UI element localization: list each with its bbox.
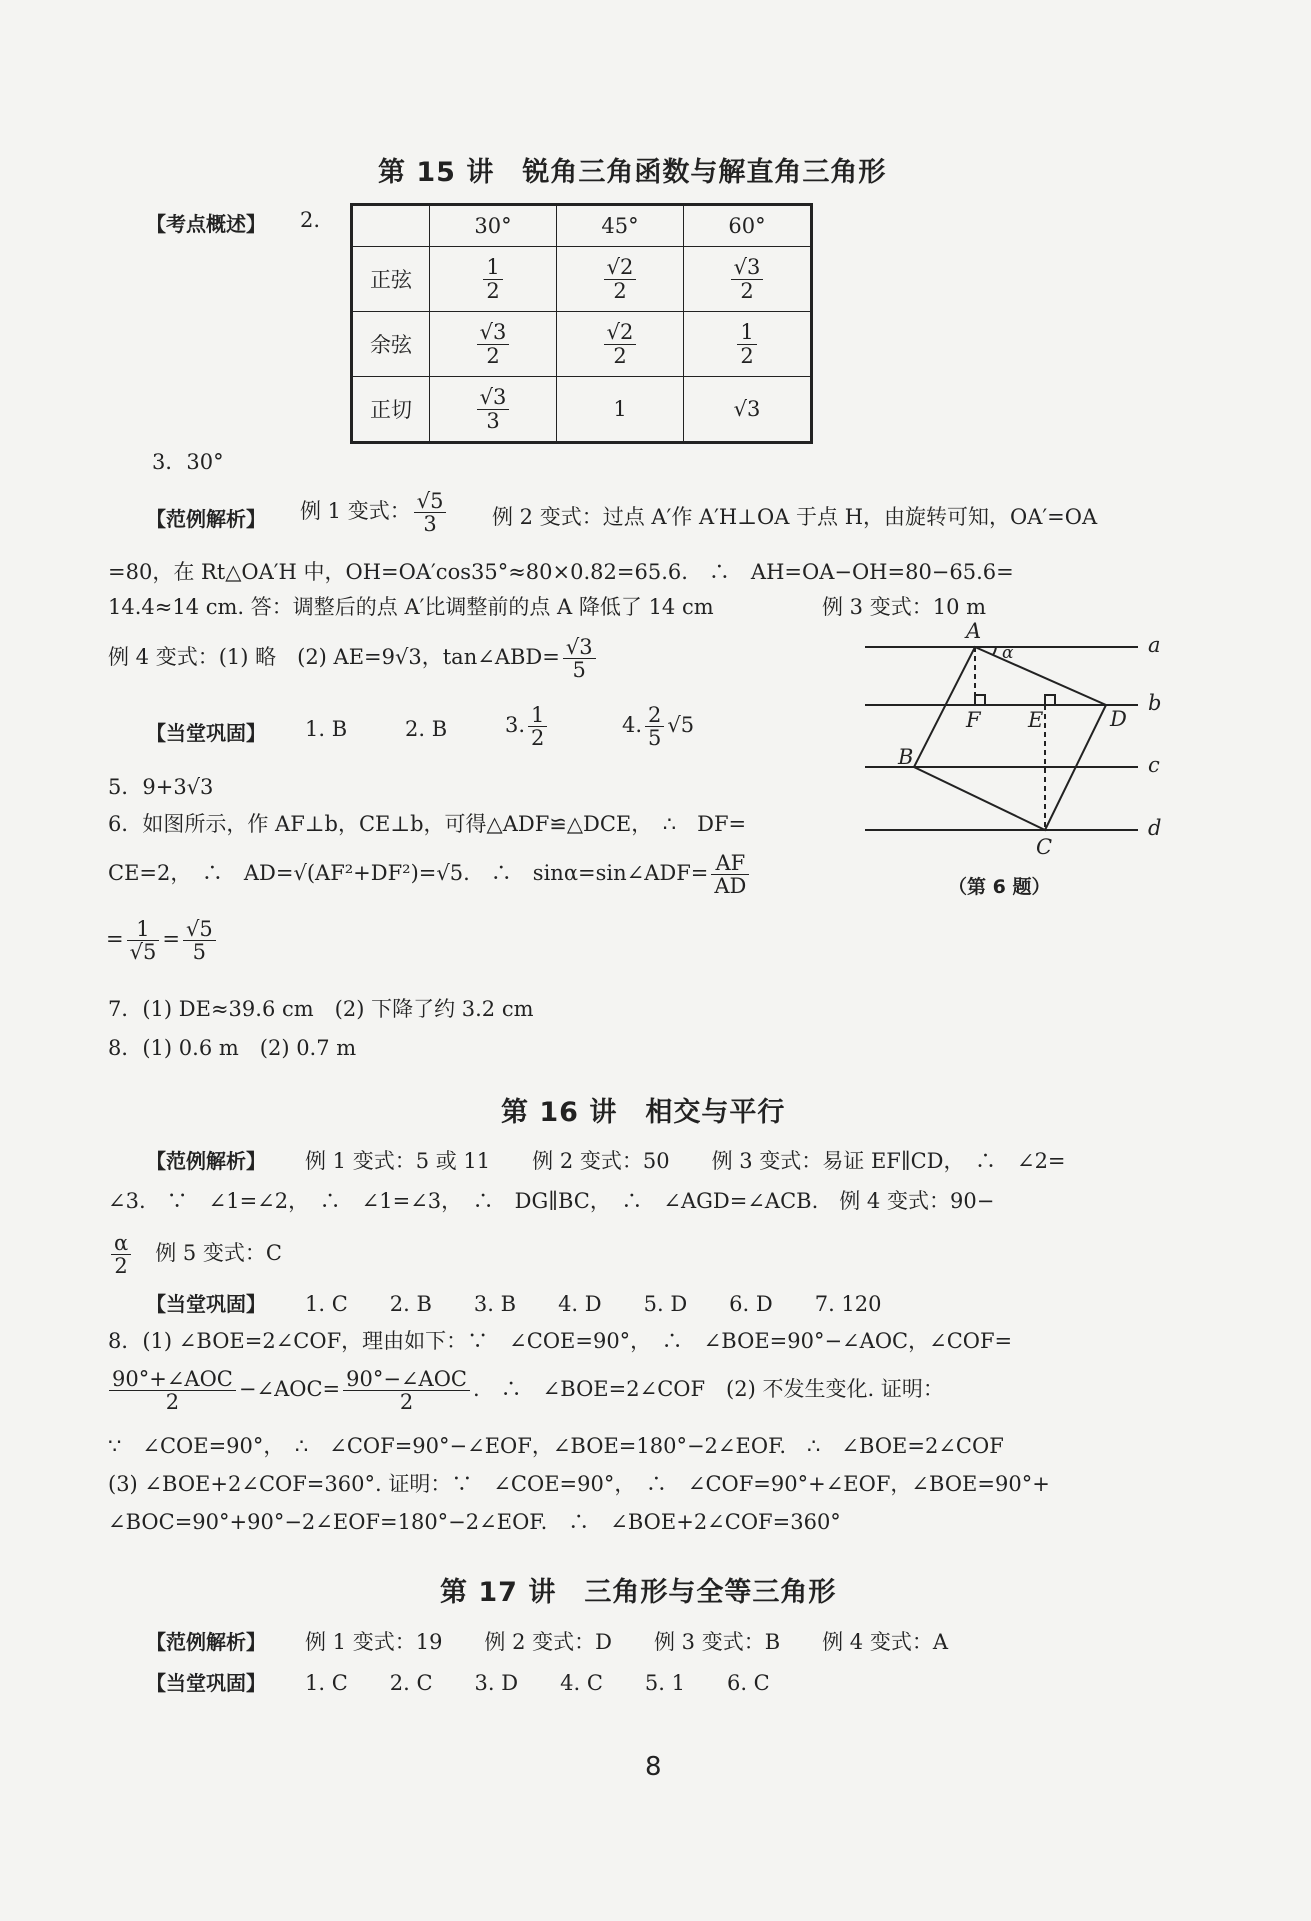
overview-num: 2. [300, 208, 321, 232]
l16-line-1: 例 1 变式：5 或 11 例 2 变式：50 例 3 变式：易证 EF∥CD， ∴ ∠2= [305, 1149, 1066, 1173]
dt15-1: 1. B [305, 717, 348, 741]
item-8: 8．(1) 0.6 m (2) 0.7 m [108, 1036, 357, 1060]
ex1-fraction: $\frac{√5}{3}$ [414, 490, 447, 535]
table-cell: $\frac{1}{2}$ [430, 247, 557, 312]
fanli-tag-16: 【范例解析】 [146, 1149, 266, 1173]
label-alpha: α [1002, 643, 1014, 663]
l16-item8-line-4: (3) ∠BOE+2∠COF=360°. 证明：∵ ∠COE=90°， ∴ ∠COF=90°+∠EOF，∠BOE=90°+ [108, 1472, 1050, 1496]
table-header: 45° [557, 205, 684, 247]
angle-alpha-arc [993, 647, 996, 655]
ex2-line-3: 14.4≈14 cm. 答：调整后的点 A′比调整前的点 A 降低了 14 cm [108, 595, 714, 619]
item-3: 3．30° [152, 450, 224, 474]
table-header: 30° [430, 205, 557, 247]
label-A: A [966, 620, 982, 643]
lecture17-title: 第 17 讲 三角形与全等三角形 [440, 1577, 837, 1608]
table-row-tan [352, 377, 812, 443]
item-6-line-3: = $\frac{1}{√5}$ = $\frac{√5}{5}$ [106, 918, 219, 963]
row-label: 正切 [352, 377, 430, 443]
label-d: d [1148, 816, 1162, 840]
dt15-4: 4. $\frac{2}{5}$ √5 [622, 703, 695, 751]
row-label: 余弦 [352, 312, 430, 377]
table-row-sin [352, 247, 812, 312]
right-angle-f [975, 695, 985, 705]
l16-item8-line-3: ∵ ∠COE=90°， ∴ ∠COF=90°−∠EOF，∠BOE=180°−2∠EOF. ∴ ∠BOE=2∠COF [108, 1434, 1004, 1458]
ex4-variant: 例 4 变式：(1) 略 (2) AE=9√3，tan∠ABD= $\frac{√3}{5}$ [108, 636, 599, 681]
label-F: F [966, 708, 981, 732]
fanli-tag-17: 【范例解析】 [146, 1630, 266, 1654]
ex2-line-1: 例 2 变式：过点 A′作 A′H⊥OA 于点 H，由旋转可知，OA′=OA [492, 505, 1098, 529]
l16-item8-line-5: ∠BOC=90°+90°−2∠EOF=180°−2∠EOF. ∴ ∠BOE+2∠COF=360° [108, 1510, 841, 1534]
l16-dangtang-line: 1. C 2. B 3. B 4. D 5. D 6. D 7. 120 [305, 1292, 882, 1316]
table-header: 60° [684, 205, 812, 247]
dangtang-tag-16: 【当堂巩固】 [146, 1292, 266, 1316]
table-corner-cell [352, 205, 430, 247]
label-E: E [1028, 708, 1044, 732]
table-row-cos [352, 312, 812, 377]
table-cell: $\frac{√3}{3}$ [430, 377, 557, 443]
table-cell: $\frac{√2}{2}$ [557, 312, 684, 377]
table-cell: 1 [557, 377, 684, 443]
item-6-line-2: CE=2， ∴ AD=√(AF²+DF²)=√5. ∴ sinα=sin∠ADF= $\frac{AF}{AD}$ [108, 852, 752, 897]
l16-line-2: ∠3. ∵ ∠1=∠2， ∴ ∠1=∠3， ∴ DG∥BC， ∴ ∠AGD=∠ACB. 例 4 变式：90− [108, 1189, 995, 1213]
item-5: 5．9+3√3 [108, 775, 214, 799]
l17-dangtang-line: 1. C 2. C 3. D 4. C 5. 1 6. C [305, 1671, 770, 1695]
row-label: 正弦 [352, 247, 430, 312]
overview-tag: 【考点概述】 [146, 212, 266, 236]
trig-table [350, 203, 813, 444]
label-c: c [1148, 753, 1160, 777]
label-b: b [1148, 691, 1162, 715]
fanli-tag-15: 【范例解析】 [146, 507, 266, 531]
lecture15-title: 第 15 讲 锐角三角函数与解直角三角形 [378, 157, 887, 188]
dt15-3: 3. $\frac{1}{2}$ [505, 704, 550, 749]
l17-fanli-line: 例 1 变式：19 例 2 变式：D 例 3 变式：B 例 4 变式：A [305, 1630, 948, 1654]
page-number: 8 [645, 1752, 662, 1782]
ex4-fraction: $\frac{√3}{5}$ [563, 636, 596, 681]
ex1-label: 例 1 变式： [300, 499, 411, 524]
dangtang-tag-17: 【当堂巩固】 [146, 1671, 266, 1695]
label-D: D [1110, 707, 1127, 731]
label-a: a [1148, 633, 1161, 657]
table-cell: $\frac{1}{2}$ [684, 312, 812, 377]
label-C: C [1036, 835, 1053, 859]
parallelogram-abcd [914, 647, 1106, 830]
item-6-line-1: 6．如图所示，作 AF⊥b，CE⊥b，可得△ADF≌△DCE， ∴ DF= [108, 812, 747, 836]
table-cell: $\frac{√2}{2}$ [557, 247, 684, 312]
table-cell: √3 [684, 377, 812, 443]
item-7: 7．(1) DE≈39.6 cm (2) 下降了约 3.2 cm [108, 997, 534, 1021]
lecture16-title: 第 16 讲 相交与平行 [501, 1097, 786, 1128]
l16-item8-line-1: 8．(1) ∠BOE=2∠COF，理由如下：∵ ∠COE=90°， ∴ ∠BOE=90°−∠AOC，∠COF= [108, 1329, 1013, 1353]
figure-q6 [860, 620, 1170, 900]
dangtang-tag-15: 【当堂巩固】 [146, 721, 266, 745]
ex3-variant: 例 3 变式：10 m [822, 595, 987, 619]
right-angle-e [1045, 695, 1055, 705]
label-B: B [898, 745, 914, 769]
figure-caption: （第 6 题） [948, 876, 1051, 898]
dt15-2: 2. B [405, 717, 448, 741]
l16-item8-line-2: $\frac{\text{90°+∠AOC}}{2}$ −∠AOC= $\frac{\text{90°−∠AOC}}{2}$ . ∴ ∠BOE=2∠COF (2) 不发生变化. 证明： [106, 1368, 944, 1413]
table-cell: $\frac{√3}{2}$ [684, 247, 812, 312]
table-cell: $\frac{√3}{2}$ [430, 312, 557, 377]
ex2-line-2: =80，在 Rt△OA′H 中，OH=OA′cos35°≈80×0.82=65.6. ∴ AH=OA−OH=80−65.6= [108, 560, 1014, 584]
l16-line-3: $\frac{\alpha}{2}$ 例 5 变式：C [108, 1232, 282, 1277]
ex1-variant [300, 490, 449, 535]
